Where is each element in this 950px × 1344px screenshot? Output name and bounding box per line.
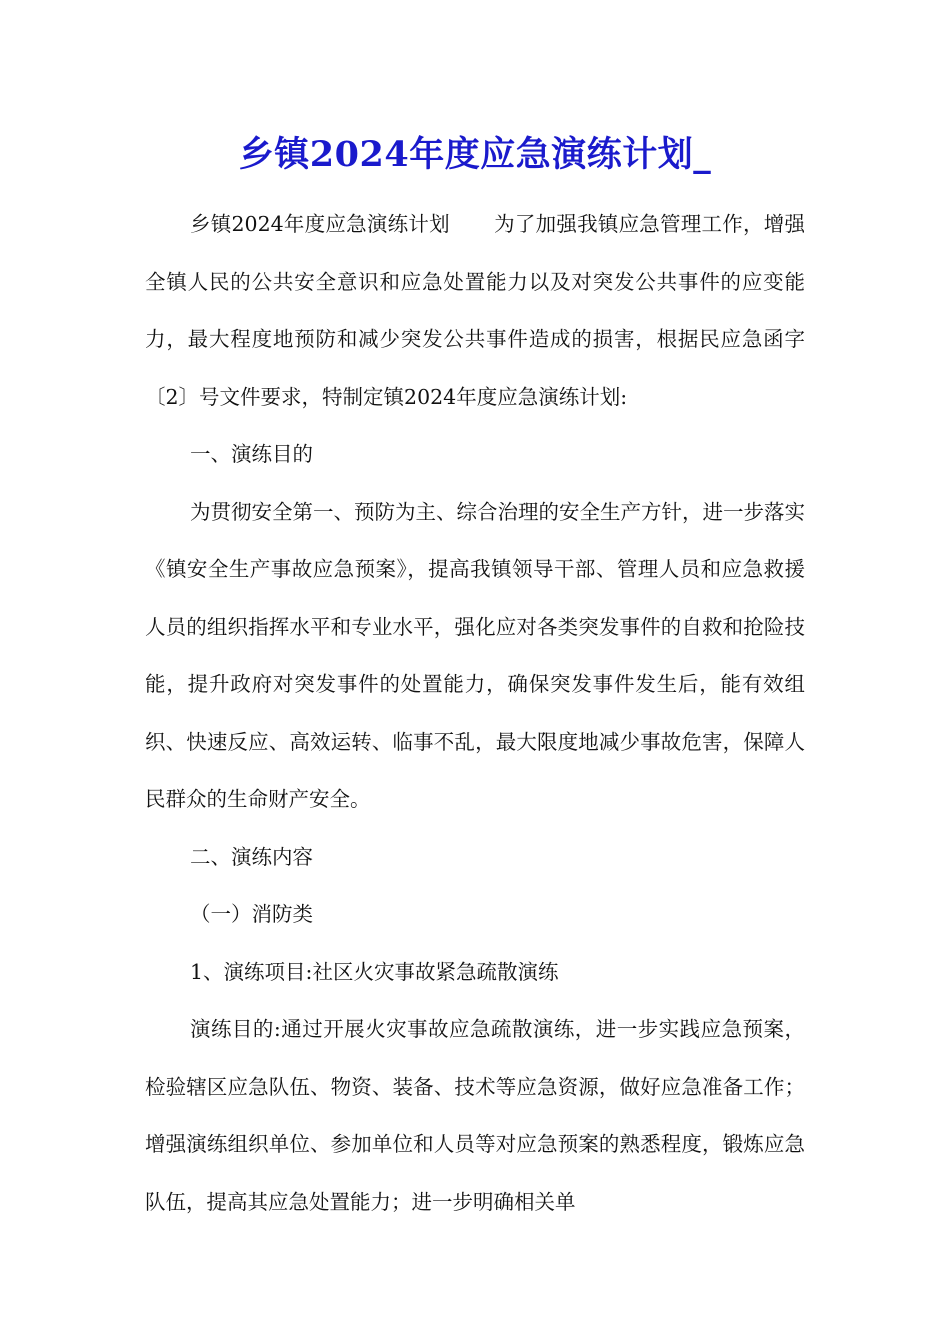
subsection-heading-fire: （一）消防类: [190, 902, 313, 926]
section-heading-purpose: 一、演练目的: [190, 442, 313, 466]
purpose-paragraph: 为贯彻安全第一、预防为主、综合治理的安全生产方针，进一步落实《镇安全生产事故应急预案》，提高我镇领导干部、管理人员和应急救援人员的组织指挥水平和专业水平，强化应对各类突发事件的自救和抢险技能，提升政府对突发事件的处置能力，确保突发事件发生后，能有效组织、快速反应、高效运转、临事不乱，最大限度地减少事故危害，保障人民群众的生命财产安全。: [145, 499, 805, 811]
intro-heading: 乡镇2024年度应急演练计划: [190, 212, 450, 236]
intro-text: 为了加强我镇应急管理工作，增强全镇人民的公共安全意识和应急处置能力以及对突发公共事件的应变能力，最大程度地预防和减少突发公共事件造成的损害，根据民应急函字〔2〕号文件要求，特制定镇2024年度应急演练计划:: [145, 212, 806, 409]
drill-purpose-paragraph: 演练目的:通过开展火灾事故应急疏散演练，进一步实践应急预案，检验辖区应急队伍、物资、装备、技术等应急资源，做好应急准备工作；增强演练组织单位、参加单位和人员等对应急预案的熟悉程度，锻炼应急队伍，提高其应急处置能力；进一步明确相关单: [145, 1017, 805, 1214]
drill-item-title: 1、演练项目:社区火灾事故紧急疏散演练: [190, 959, 559, 984]
intro-paragraph: [145, 196, 805, 426]
document-body: [145, 196, 805, 1231]
document-title: 乡镇2024年度应急演练计划_: [238, 134, 712, 175]
section-heading-content: 二、演练内容: [190, 844, 313, 869]
